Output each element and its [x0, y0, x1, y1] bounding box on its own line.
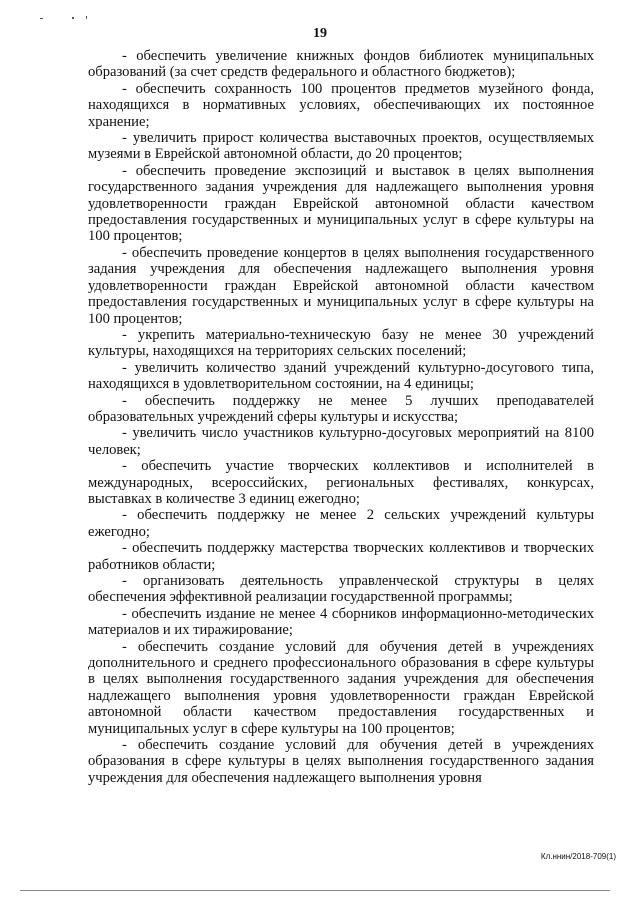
paragraph: - увеличить прирост количества выставочных проектов, осуществляемых музеями в Еврейской автономной области, до 20 процентов; [88, 130, 594, 163]
paragraph: - обеспечить поддержку не менее 2 сельских учреждений культуры ежегодно; [88, 507, 594, 540]
page-number: 19 [313, 26, 327, 41]
paragraph: - обеспечить поддержку не менее 5 лучших преподавателей образовательных учреждений сферы культуры и искусства; [88, 392, 594, 425]
paragraph: - увеличить количество зданий учреждений культурно-досугового типа, находящихся в удовлетворительном состоянии, на 4 единицы; [88, 359, 594, 393]
paragraph: - обеспечить создание условий для обучения детей в учреждениях образования в сфере культуры в целях выполнения государственного задания учреждения для обеспечения надлежащего выполнения уровня [88, 737, 594, 786]
bottom-divider [20, 890, 610, 891]
scan-mark [40, 18, 43, 19]
document-code: Кл.ннин/2018-709(1) [540, 852, 616, 861]
paragraph: - обеспечить издание не менее 4 сборников информационно-методических материалов и их тиражирование; [88, 605, 594, 639]
paragraph: - обеспечить увеличение книжных фондов библиотек муниципальных образований (за счет средств федерального и областного бюджетов); [88, 48, 594, 81]
paragraph: - обеспечить создание условий для обучения детей в учреждениях дополнительного и среднего профессионального образования в сфере культуры в целях выполнения государственного задания учреждения для обеспечения надлежащего выполнения уровня удовлетворенности граждан Еврейской автономной области качеством предоставления государственных и муниципальных услуг в сфере культуры на 100 процентов; [88, 638, 594, 737]
paragraph: - обеспечить участие творческих коллективов и исполнителей в международных, всероссийских, региональных фестивалях, конкурсах, выставках в количестве 3 единиц ежегодно; [88, 458, 594, 507]
paragraph: - увеличить число участников культурно-досуговых мероприятий на 8100 человек; [88, 425, 594, 458]
paragraph: - обеспечить проведение концертов в целях выполнения государственного задания учреждения для обеспечения надлежащего выполнения уровня удовлетворенности граждан Еврейской автономной области качеством предоставления государственных и муниципальных услуг в сфере культуры на 100 процентов; [88, 244, 594, 327]
paragraph: - обеспечить сохранность 100 процентов предметов музейного фонда, находящихся в нормативных условиях, обеспечивающих их постоянное хранение; [88, 80, 594, 130]
paragraph: - обеспечить поддержку мастерства творческих коллективов и творческих работников области; [88, 540, 594, 573]
paragraph: - укрепить материально-техническую базу не менее 30 учреждений культуры, находящихся на территориях сельских поселений; [88, 326, 594, 360]
scan-mark [72, 17, 74, 19]
document-body [88, 48, 594, 786]
paragraph: - организовать деятельность управленческой структуры в целях обеспечения эффективной реализации государственной программы; [88, 573, 594, 606]
scan-mark [86, 16, 87, 19]
paragraph: - обеспечить проведение экспозиций и выставок в целях выполнения государственного задания учреждения для надлежащего выполнения уровня удовлетворенности граждан Еврейской автономной области качеством предоставления государственных и муниципальных услуг в сфере культуры на 100 процентов; [88, 162, 594, 245]
